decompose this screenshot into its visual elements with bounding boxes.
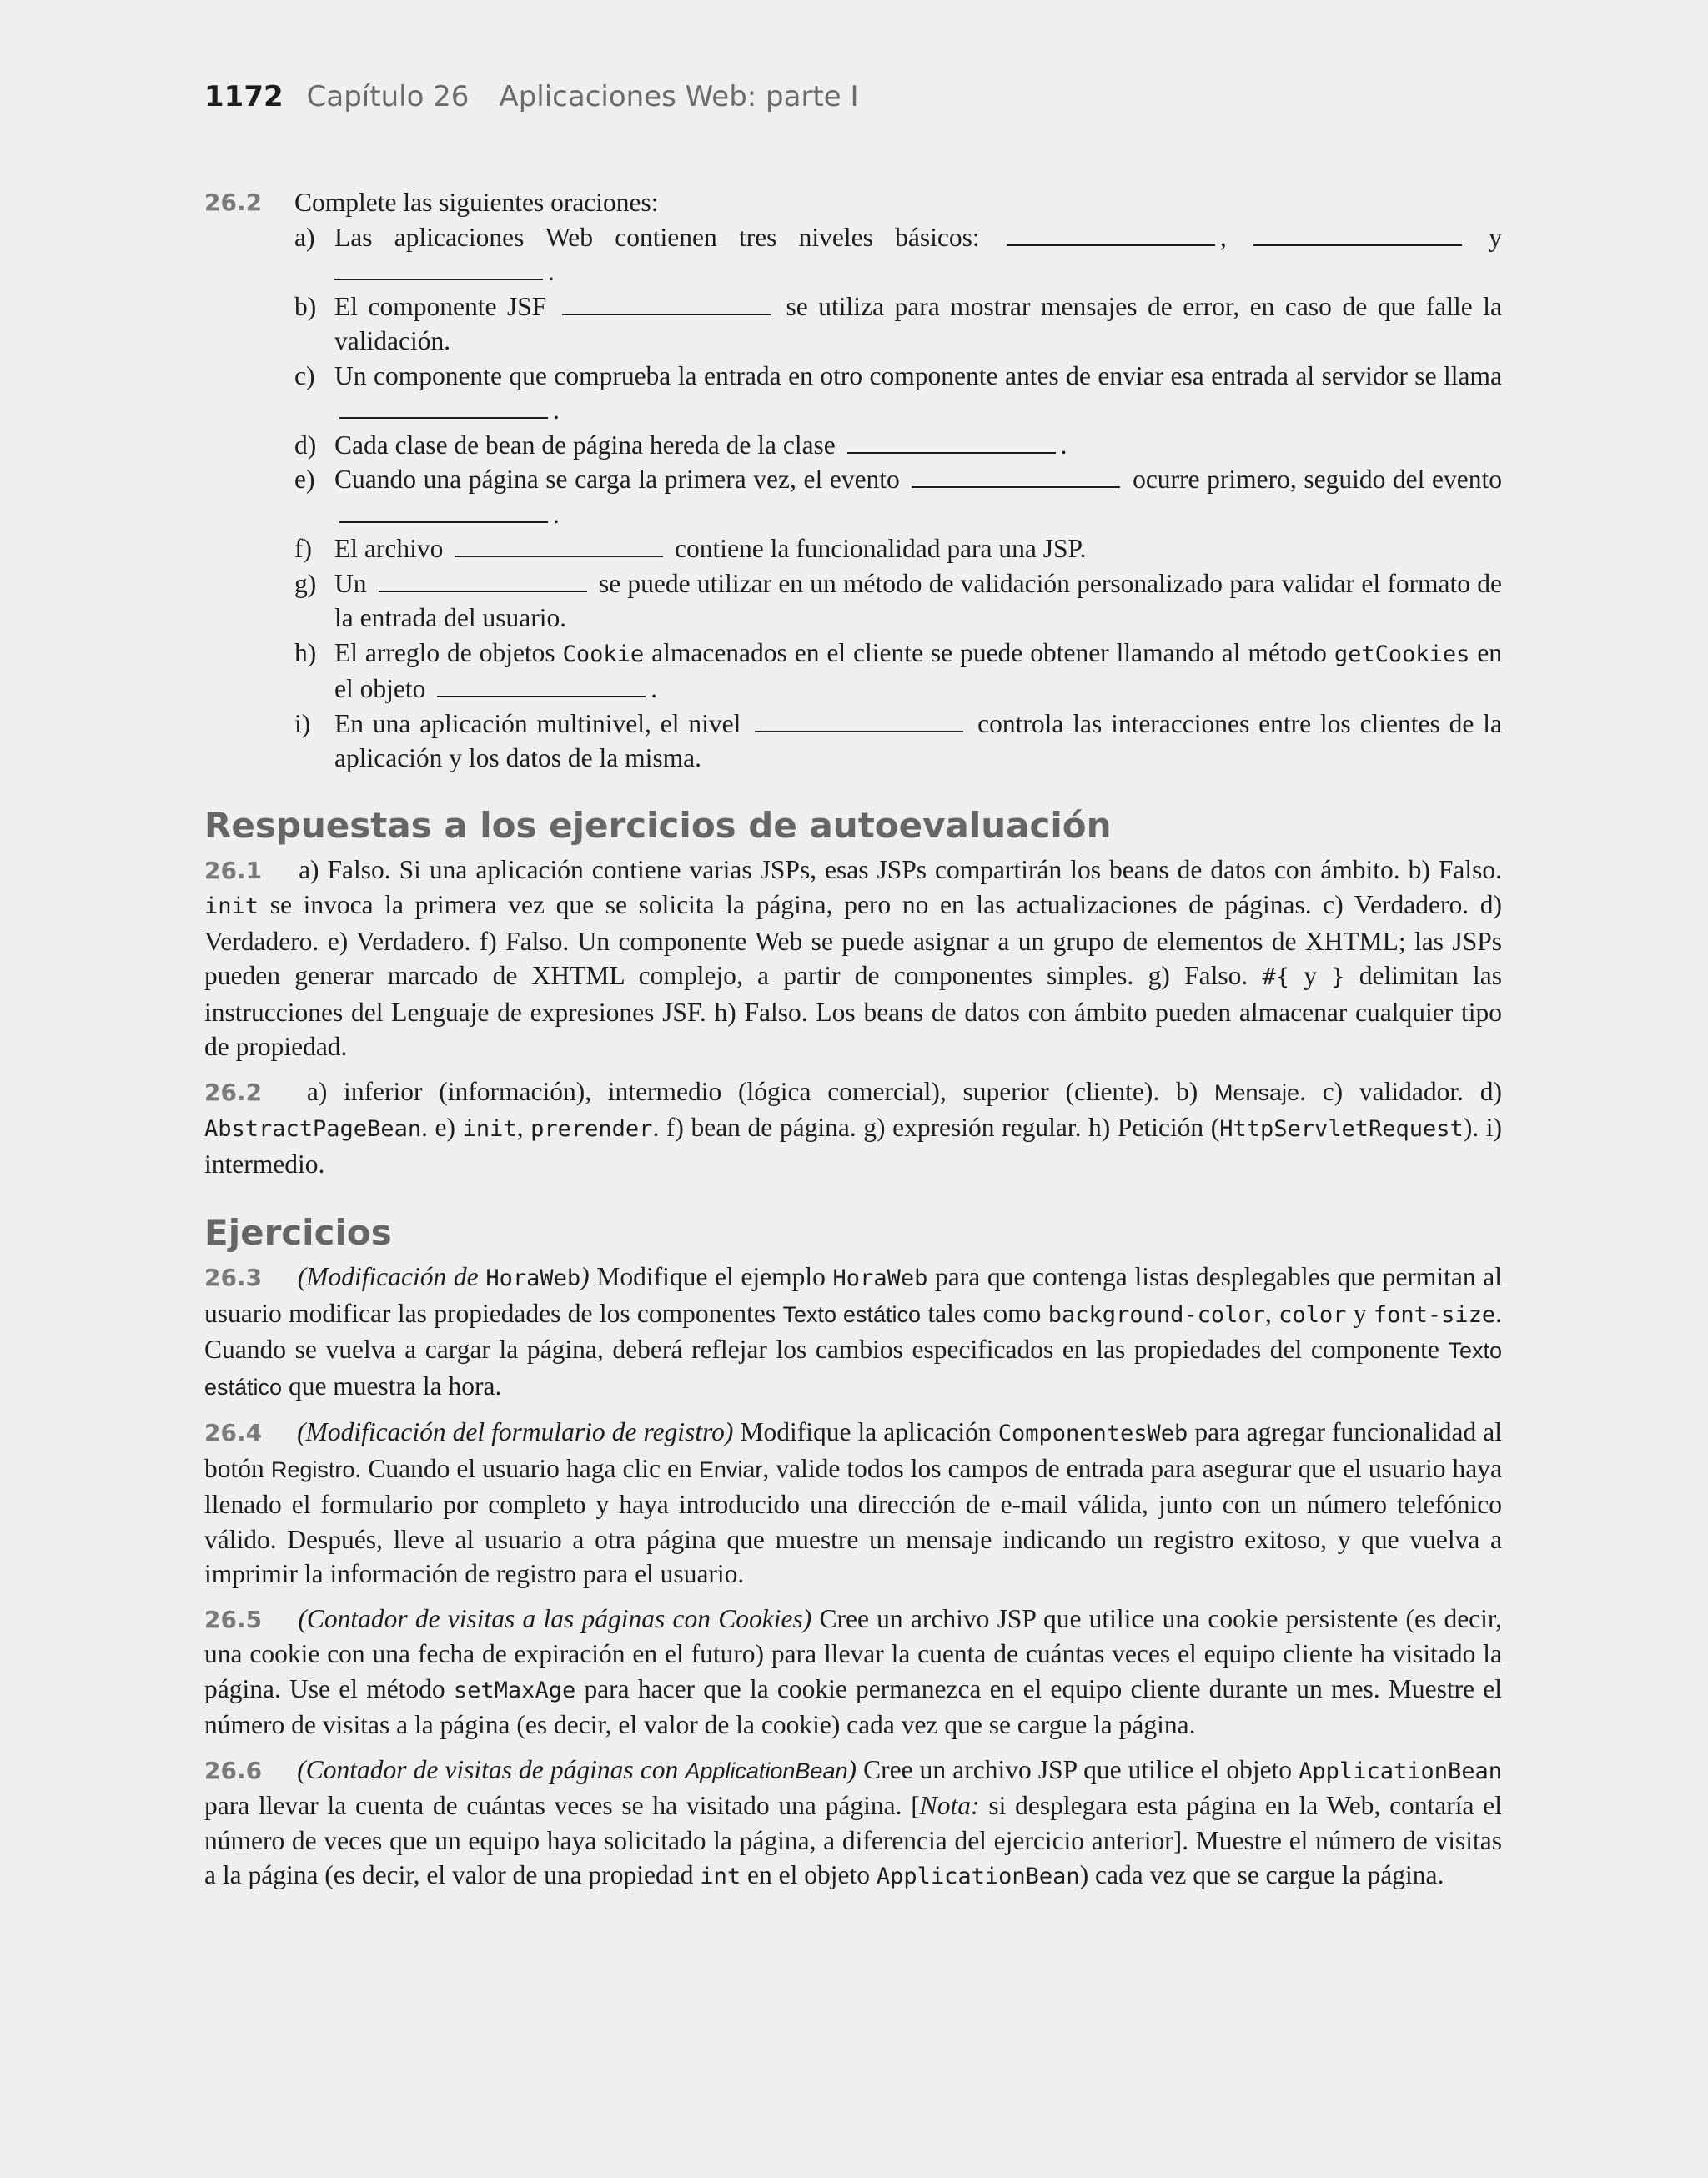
code-term: #{ bbox=[1262, 964, 1289, 990]
exercise-text: en el objeto bbox=[747, 1860, 870, 1889]
code-term: font-size bbox=[1373, 1301, 1496, 1328]
item-letter: d) bbox=[294, 430, 317, 460]
blank-line bbox=[1007, 223, 1215, 246]
code-term: Cookie bbox=[562, 641, 645, 667]
list-item bbox=[294, 220, 1502, 289]
list-item bbox=[294, 462, 1502, 531]
item-text: . bbox=[1060, 430, 1068, 460]
gui-term: Mensaje bbox=[1214, 1079, 1300, 1105]
item-text: Las aplicaciones Web contienen tres niveles básicos: bbox=[334, 222, 980, 252]
exercise-number: 26.2 bbox=[204, 189, 263, 216]
gui-term: Texto estático bbox=[782, 1301, 922, 1327]
list-item bbox=[294, 636, 1502, 707]
answer-text: . e) bbox=[421, 1113, 456, 1142]
sentence-list bbox=[294, 220, 1502, 776]
code-term: HttpServletRequest bbox=[1219, 1116, 1464, 1142]
exercise-text: para que contenga listas desplegables que permitan al usuario modificar las propiedades de los componentes bbox=[204, 1262, 1503, 1328]
item-text: contiene la funcionalidad para una JSP. bbox=[675, 534, 1087, 563]
gui-term: ApplicationBean bbox=[685, 1758, 848, 1783]
item-text: en el objeto bbox=[334, 637, 1503, 703]
exercise-text: que muestra la hora. bbox=[288, 1371, 502, 1401]
gui-term: Enviar bbox=[698, 1456, 763, 1482]
item-text: . bbox=[548, 257, 555, 286]
item-text: El archivo bbox=[334, 534, 444, 563]
code-term: ApplicationBean bbox=[1299, 1758, 1503, 1784]
blank-line bbox=[1253, 223, 1462, 246]
exercise-26-6 bbox=[204, 1753, 1502, 1894]
item-text: Un bbox=[334, 568, 367, 598]
item-text: se puede utilizar en un método de validación personalizado para validar el formato de la entrada del usuario. bbox=[334, 568, 1503, 632]
exercise-number: 26.4 bbox=[204, 1419, 263, 1446]
list-item bbox=[294, 428, 1502, 463]
code-term: background-color bbox=[1047, 1301, 1265, 1328]
exercise-text: Modifique la aplicación bbox=[740, 1417, 992, 1446]
exercise-title: (Modificación del formulario de registro) bbox=[297, 1417, 734, 1446]
answer-text: y bbox=[1304, 961, 1317, 990]
item-text: El componente JSF bbox=[334, 291, 547, 321]
blank-line bbox=[379, 569, 587, 592]
list-item bbox=[294, 566, 1502, 636]
gui-term: Registro bbox=[270, 1456, 355, 1482]
answer-text: . c) validador. d) bbox=[1299, 1076, 1502, 1106]
code-term: AbstractPageBean bbox=[204, 1116, 422, 1142]
exercise-26-3 bbox=[204, 1260, 1502, 1405]
answer-text: . f) bean de página. g) expresión regular. h) Petición ( bbox=[652, 1113, 1220, 1142]
item-text: , bbox=[1219, 222, 1227, 252]
exercise-text: para hacer que la cookie permanezca en el equipo cliente durante un mes. Muestre el número de visitas a la página (es decir, el valor de la cookie) cada vez que se cargue la página. bbox=[204, 1673, 1503, 1739]
item-text: Cuando una página se carga la primera vez, el evento bbox=[334, 465, 900, 494]
blank-line bbox=[755, 709, 963, 732]
blank-line bbox=[339, 395, 548, 419]
exercise-26-5 bbox=[204, 1602, 1502, 1743]
code-term: prerender bbox=[530, 1116, 653, 1142]
item-letter: e) bbox=[294, 465, 315, 494]
list-item bbox=[294, 531, 1502, 566]
exercise-title: ) bbox=[847, 1754, 857, 1784]
code-term: HoraWeb bbox=[485, 1265, 581, 1291]
item-text: se utiliza para mostrar mensajes de error, en caso de que falle la validación. bbox=[334, 291, 1502, 355]
blank-line bbox=[562, 292, 771, 315]
item-letter: a) bbox=[294, 222, 315, 252]
item-letter: g) bbox=[294, 568, 317, 598]
answer-26-2 bbox=[204, 1074, 1502, 1182]
blank-line bbox=[847, 430, 1056, 454]
code-term: ApplicationBean bbox=[876, 1864, 1080, 1889]
exercise-26-2 bbox=[204, 185, 1502, 776]
list-item bbox=[294, 289, 1502, 359]
answer-text: delimitan las instrucciones del Lenguaje de expresiones JSF. h) Falso. Los beans de datos con ámbito pueden almacenar cualquier tipo de propiedad. bbox=[204, 961, 1503, 1061]
item-text: . bbox=[553, 395, 560, 425]
answer-number: 26.2 bbox=[204, 1078, 263, 1106]
blank-line bbox=[912, 465, 1120, 488]
code-term: init bbox=[462, 1116, 517, 1142]
exercise-text: , valide todos los campos de entrada para asegurar que el usuario haya llenado el formulario por completo y haya introducido una dirección de e-mail válida, junto con un número telefónico válido. Después, lleve al usuario a otra página que muestre un mensaje indicando un registro exitoso, y que vuelva a imprimir la información de registro para el usuario. bbox=[204, 1453, 1503, 1588]
answer-text: a) inferior (información), intermedio (lógica comercial), superior (cliente). b) bbox=[306, 1076, 1198, 1106]
blank-line bbox=[455, 534, 663, 557]
answer-text: ). i) intermedio. bbox=[204, 1113, 1503, 1179]
item-text: almacenados en el cliente se puede obtener llamando al método bbox=[651, 637, 1327, 667]
answers-heading: Respuestas a los ejercicios de autoevaluación bbox=[204, 804, 1112, 846]
item-letter: i) bbox=[294, 708, 311, 738]
blank-line bbox=[334, 257, 543, 280]
item-text: . bbox=[553, 499, 560, 529]
page-content bbox=[204, 185, 1502, 1894]
item-text: ocurre primero, seguido del evento bbox=[1133, 465, 1502, 494]
exercise-text: para llevar la cuenta de cuántas veces se ha visitado una página. [ bbox=[204, 1791, 920, 1820]
exercise-number: 26.3 bbox=[204, 1264, 263, 1291]
exercise-prompt: Complete las siguientes oraciones: bbox=[294, 188, 659, 217]
exercise-text: Cree un archivo JSP que utilice una cookie persistente (es decir, una cookie con una fecha de expiración en el futuro) para llevar la cuenta de cuántas veces el equipo cliente ha visitado la página. Use el método bbox=[204, 1603, 1503, 1703]
code-term: getCookies bbox=[1334, 641, 1470, 667]
exercise-text: para agregar funcionalidad al botón bbox=[204, 1417, 1503, 1483]
exercises-heading: Ejercicios bbox=[204, 1212, 392, 1253]
code-term: setMaxAge bbox=[453, 1677, 576, 1703]
code-term: } bbox=[1331, 964, 1345, 990]
answer-text: , bbox=[516, 1113, 524, 1142]
exercise-title: (Contador de visitas de páginas con bbox=[297, 1754, 679, 1784]
blank-line bbox=[437, 674, 646, 697]
exercise-text: Modifique el ejemplo bbox=[596, 1262, 826, 1291]
answer-text: a) Falso. Si una aplicación contiene varias JSPs, esas JSPs compartirán los beans de datos con ámbito. b) Falso. bbox=[299, 854, 1502, 884]
exercise-text: . Cuando el usuario haga clic en bbox=[354, 1453, 692, 1483]
item-letter: f) bbox=[294, 534, 312, 563]
code-term: ComponentesWeb bbox=[997, 1421, 1188, 1446]
chapter-label: Capítulo 26 bbox=[306, 80, 470, 113]
code-term: HoraWeb bbox=[832, 1265, 928, 1291]
item-text: y bbox=[1489, 222, 1503, 252]
item-text: En una aplicación multinivel, el nivel bbox=[334, 708, 741, 738]
item-text: . bbox=[651, 674, 658, 703]
exercise-number: 26.5 bbox=[204, 1605, 263, 1633]
code-term: init bbox=[204, 893, 259, 919]
exercise-text: y bbox=[1353, 1298, 1367, 1328]
exercise-text: tales como bbox=[927, 1298, 1042, 1328]
exercise-number: 26.6 bbox=[204, 1756, 263, 1784]
item-letter: h) bbox=[294, 637, 317, 667]
exercise-title: (Modificación de bbox=[297, 1262, 479, 1291]
exercise-title: (Contador de visitas a las páginas con Cookies) bbox=[298, 1603, 812, 1633]
item-letter: b) bbox=[294, 291, 317, 321]
exercise-text: Cree un archivo JSP que utilice el objeto bbox=[863, 1754, 1293, 1784]
gui-term: Texto estático bbox=[204, 1338, 1503, 1400]
exercise-26-4 bbox=[204, 1415, 1502, 1592]
chapter-title: Aplicaciones Web: parte I bbox=[499, 80, 859, 113]
list-item bbox=[294, 707, 1502, 776]
item-text: controla las interacciones entre los clientes de la aplicación y los datos de la misma. bbox=[334, 708, 1502, 772]
item-text: Un componente que comprueba la entrada en otro componente antes de enviar esa entrada al servidor se llama bbox=[334, 360, 1502, 390]
blank-line bbox=[339, 500, 548, 523]
exercise-title: ) bbox=[580, 1262, 590, 1291]
item-text: El arreglo de objetos bbox=[334, 637, 555, 667]
note-label: Nota: bbox=[919, 1791, 980, 1820]
code-term: color bbox=[1278, 1301, 1347, 1328]
exercise-text: , bbox=[1264, 1298, 1272, 1328]
item-letter: c) bbox=[294, 360, 315, 390]
code-term: int bbox=[700, 1864, 741, 1889]
exercise-text: si desplegara esta página en la Web, contaría el número de veces que un equipo haya solicitado la página, a diferencia del ejercicio anterior]. Muestre el número de visitas a la página (es decir, el valor de una propiedad bbox=[204, 1791, 1503, 1889]
exercise-text: ) cada vez que se cargue la página. bbox=[1079, 1860, 1444, 1889]
answer-26-1 bbox=[204, 853, 1502, 1064]
answer-text: se invoca la primera vez que se solicita la página, pero no en las actualizaciones de páginas. c) Verdadero. d) Verdadero. e) Verdadero. f) Falso. Un componente Web se puede asignar a un grupo de elementos de XHTML; las JSPs pueden generar marcado de XHTML complejo, a partir de componentes simples. g) Falso. bbox=[204, 890, 1503, 990]
list-item bbox=[294, 359, 1502, 428]
item-text: Cada clase de bean de página hereda de la clase bbox=[334, 430, 836, 460]
page-number: 1172 bbox=[204, 80, 284, 113]
exercise-text: . Cuando se vuelva a cargar la página, deberá reflejar los cambios especificados en las propiedades del componente bbox=[204, 1298, 1502, 1364]
answer-number: 26.1 bbox=[204, 856, 263, 884]
running-head bbox=[204, 80, 859, 113]
